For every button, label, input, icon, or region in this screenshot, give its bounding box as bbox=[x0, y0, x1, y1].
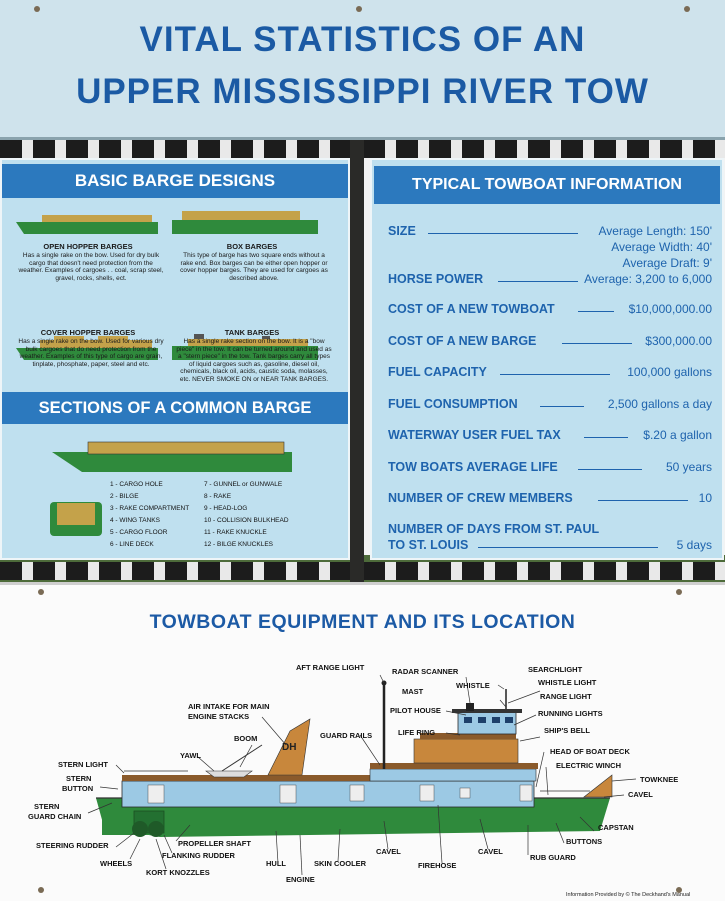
label-ships-bell: SHIP'S BELL bbox=[544, 726, 590, 735]
info-label-fuel-consumption: FUEL CONSUMPTION bbox=[388, 397, 518, 411]
label-air-intake: AIR INTAKE FOR MAIN bbox=[188, 702, 270, 711]
leader-line bbox=[478, 547, 658, 548]
section-item: 6 - LINE DECK bbox=[110, 541, 154, 548]
label-pilot-house: PILOT HOUSE bbox=[390, 706, 441, 715]
label-propeller-shaft: PROPELLER SHAFT bbox=[178, 839, 251, 848]
label-guard-rails: GUARD RAILS bbox=[320, 731, 373, 740]
label-electric-winch: ELECTRIC WINCH bbox=[556, 761, 621, 770]
leader-line bbox=[498, 281, 578, 282]
label-stern-light: STERN LIGHT bbox=[58, 760, 108, 769]
info-value-barge-cost: $300,000.00 bbox=[645, 334, 712, 348]
info-label-days-1: NUMBER OF DAYS FROM ST. PAUL bbox=[388, 522, 600, 536]
info-label-crew: NUMBER OF CREW MEMBERS bbox=[388, 491, 573, 505]
info-value-fuel-tax: $.20 a gallon bbox=[643, 428, 712, 442]
screw-icon bbox=[684, 6, 690, 12]
label-whistle-light: WHISTLE LIGHT bbox=[538, 678, 597, 687]
barge-name-cover-hopper: COVER HOPPER BARGES bbox=[40, 328, 136, 337]
label-boom: BOOM bbox=[234, 734, 258, 743]
label-life-ring: LIFE RING bbox=[398, 728, 436, 737]
label-buttons: BUTTONS bbox=[566, 837, 603, 846]
leader-line bbox=[578, 469, 642, 470]
info-label-fuel-capacity: FUEL CAPACITY bbox=[388, 365, 487, 379]
info-value-average-life: 50 years bbox=[665, 460, 712, 474]
info-label-fuel-tax: WATERWAY USER FUEL TAX bbox=[388, 428, 561, 442]
leader-line bbox=[500, 374, 610, 375]
section-item: 9 - HEAD-LOG bbox=[204, 505, 248, 512]
leader-line bbox=[578, 311, 614, 312]
label-head-of-boat-deck: HEAD OF BOAT DECK bbox=[550, 747, 630, 756]
section-item: 5 - CARGO FLOOR bbox=[110, 529, 168, 536]
barge-name-box: BOX BARGES bbox=[226, 242, 278, 251]
label-engine: ENGINE bbox=[286, 875, 315, 884]
label-mast: MAST bbox=[402, 687, 424, 696]
whistle-icon bbox=[466, 703, 474, 711]
info-label-towboat-cost: COST OF A NEW TOWBOAT bbox=[388, 302, 555, 316]
label-wheels: WHEELS bbox=[100, 859, 133, 868]
label-cavel-right: CAVEL bbox=[628, 790, 653, 799]
credit-text: Information Provided by © The Deckhand's Manual bbox=[566, 892, 691, 898]
label-searchlight: SEARCHLIGHT bbox=[528, 665, 583, 674]
info-label-barge-cost: COST OF A NEW BARGE bbox=[388, 334, 537, 348]
open-hopper-barge-icon bbox=[16, 215, 158, 234]
info-label-horse-power: HORSE POWER bbox=[388, 272, 484, 286]
fence-post bbox=[350, 130, 364, 590]
label-hull: HULL bbox=[266, 859, 286, 868]
info-value-fuel-consumption: 2,500 gallons a day bbox=[607, 397, 712, 411]
label-running-lights: RUNNING LIGHTS bbox=[538, 709, 603, 718]
section-item: 1 - CARGO HOLE bbox=[110, 481, 163, 488]
barge-name-tank: TANK BARGES bbox=[224, 328, 280, 337]
label-capstan: CAPSTAN bbox=[598, 823, 634, 832]
section-item: 4 - WING TANKS bbox=[110, 517, 160, 524]
info-value-days: 5 days bbox=[676, 538, 712, 552]
info-value-draft: Average Draft: 9' bbox=[622, 256, 712, 270]
label-cavel-2: CAVEL bbox=[478, 847, 503, 856]
towknee-icon bbox=[584, 775, 612, 797]
label-rub-guard: RUB GUARD bbox=[530, 853, 576, 862]
towboat-info-panel bbox=[370, 158, 724, 560]
title-line-1: VITAL STATISTICS OF AN bbox=[139, 20, 586, 59]
towboat-diagram bbox=[0, 585, 725, 901]
barge-desc-cover-hopper: Has a single rake on the bow. Used for various dry bulk cargoes that do need protection from the weather. Examples of this type of cargo are grain, tinplate, phosphate, paper, steel and etc. bbox=[18, 338, 164, 368]
leader-line bbox=[584, 437, 628, 438]
leader-line bbox=[598, 500, 688, 501]
section-item: 2 - BILGE bbox=[110, 493, 139, 500]
barge-desc-open-hopper: Has a single rake on the bow. Used for dry bulk cargo that doesn't need protection from the weather. Examples of cargoes . . coal, scrap steel, gravel, rocks, shells, ect. bbox=[18, 252, 164, 282]
equipment-sign bbox=[0, 582, 725, 901]
label-kort-knozzles: KORT KNOZZLES bbox=[146, 868, 210, 877]
sections-heading: SECTIONS OF A COMMON BARGE bbox=[2, 392, 348, 424]
barge-panel bbox=[0, 158, 350, 560]
info-label-size: SIZE bbox=[388, 224, 416, 238]
info-label-days-2: TO ST. LOUIS bbox=[388, 538, 469, 552]
barge-desc-box: This type of barge has two square ends without a rake end. Box barges can be either open hopper or cover hopper barges. They are used for cargoes as described above. bbox=[180, 252, 328, 282]
label-radar-scanner: RADAR SCANNER bbox=[392, 667, 459, 676]
label-stern-guard-chain: STERN bbox=[34, 802, 60, 811]
section-item: 7 - GUNNEL or GUNWALE bbox=[204, 481, 283, 488]
info-value-horse-power: Average: 3,200 to 6,000 bbox=[584, 272, 712, 286]
info-value-towboat-cost: $10,000,000.00 bbox=[628, 302, 712, 316]
label-yawl: YAWL bbox=[180, 751, 201, 760]
label-stern-button: STERN bbox=[66, 774, 92, 783]
leader-line bbox=[428, 233, 578, 234]
towboat-info-heading: TYPICAL TOWBOAT INFORMATION bbox=[374, 166, 720, 204]
label-cavel-1: CAVEL bbox=[376, 847, 401, 856]
section-item: 11 - RAKE KNUCKLE bbox=[204, 529, 267, 536]
label-flanking-rudder: FLANKING RUDDER bbox=[162, 851, 235, 860]
yawl-icon bbox=[206, 745, 262, 777]
label-whistle: WHISTLE bbox=[456, 681, 490, 690]
screw-icon bbox=[356, 6, 362, 12]
label-steering-rudder: STEERING RUDDER bbox=[36, 841, 109, 850]
info-label-average-life: TOW BOATS AVERAGE LIFE bbox=[388, 460, 558, 474]
info-value-width: Average Width: 40' bbox=[611, 240, 712, 254]
title-sign bbox=[0, 0, 725, 140]
section-item: 12 - BILGE KNUCKLES bbox=[204, 541, 273, 548]
leader-line bbox=[562, 343, 632, 344]
label-range-light: RANGE LIGHT bbox=[540, 692, 592, 701]
title-line-2: UPPER MISSISSIPPI RIVER TOW bbox=[76, 72, 649, 111]
equipment-heading: TOWBOAT EQUIPMENT AND ITS LOCATION bbox=[149, 611, 576, 633]
label-skin-cooler: SKIN COOLER bbox=[314, 859, 367, 868]
label-aft-range-light: AFT RANGE LIGHT bbox=[296, 663, 365, 672]
leader-line bbox=[540, 406, 584, 407]
section-item: 3 - RAKE COMPARTMENT bbox=[110, 505, 190, 512]
box-barge-icon bbox=[172, 211, 318, 234]
label-stern-button-2: BUTTON bbox=[62, 784, 94, 793]
barge-section-side-icon bbox=[52, 442, 292, 472]
screw-icon bbox=[34, 6, 40, 12]
basic-barge-heading: BASIC BARGE DESIGNS bbox=[2, 164, 348, 198]
label-firehose: FIREHOSE bbox=[418, 861, 457, 870]
label-engine-stacks: ENGINE STACKS bbox=[188, 712, 250, 721]
label-stern-guard-chain-2: GUARD CHAIN bbox=[28, 812, 82, 821]
label-towknee: TOWKNEE bbox=[640, 775, 679, 784]
stack-label: DH bbox=[282, 742, 297, 753]
info-value-length: Average Length: 150' bbox=[598, 224, 712, 238]
info-value-fuel-capacity: 100,000 gallons bbox=[627, 365, 712, 379]
barge-desc-tank: Has a single rake section on the bow. It is a "bow piece" in the tow. It can be turned around and used as a "stern piece" in the tow. Tank barges carry all types of liquid cargoes such as, gasoline, diesel oil, chemicals, black oil, acids, caustic soda, molasses, etc. NEVER SMOKE ON or NEAR TANK BARGES. bbox=[176, 338, 332, 383]
barge-section-cross-icon bbox=[50, 502, 102, 536]
section-item: 10 - COLLISION BULKHEAD bbox=[204, 517, 289, 524]
info-value-crew: 10 bbox=[698, 491, 712, 505]
section-item: 8 - RAKE bbox=[204, 493, 232, 500]
barge-name-open-hopper: OPEN HOPPER BARGES bbox=[43, 242, 133, 251]
